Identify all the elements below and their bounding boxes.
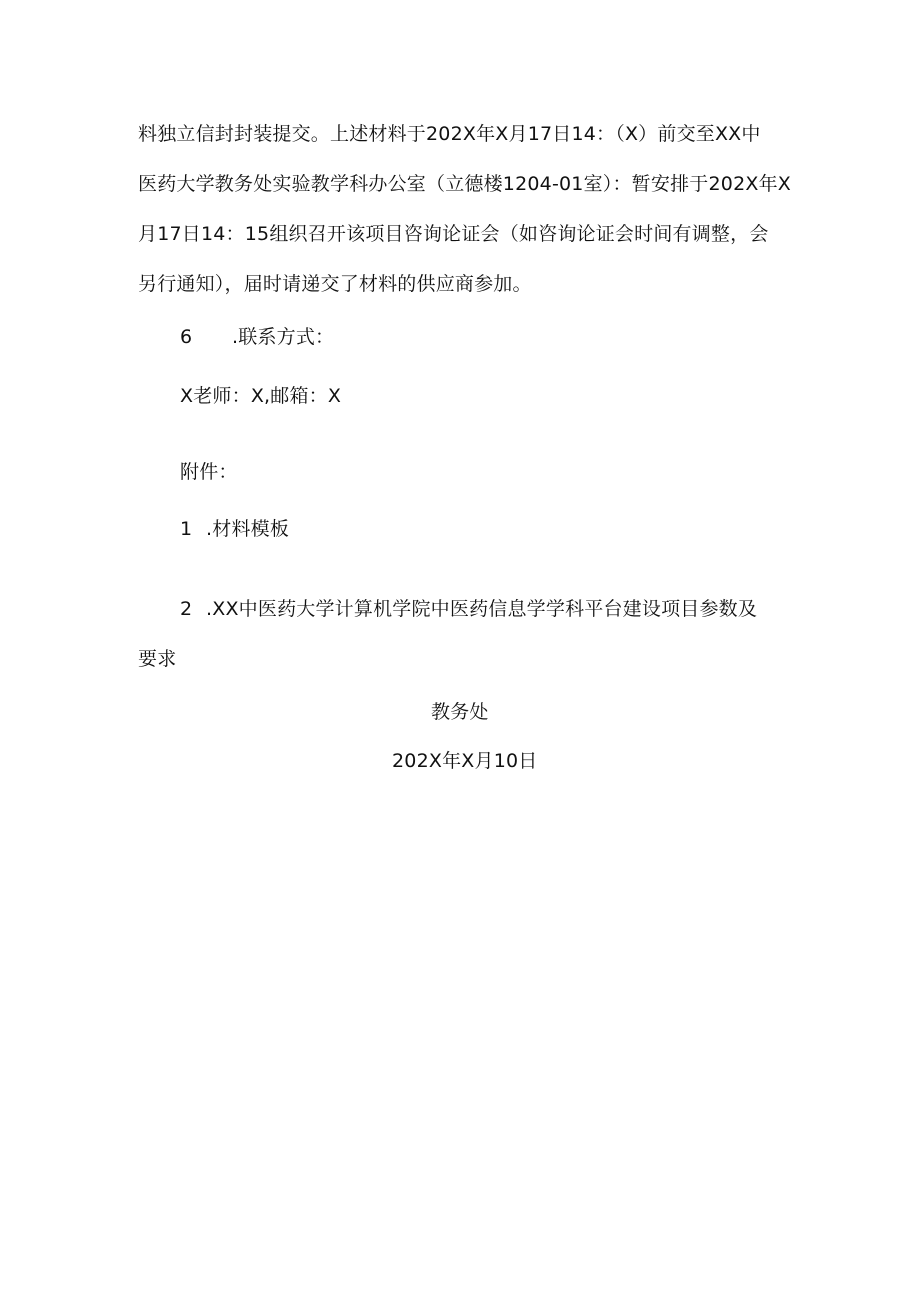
attachments-title: 附件： (180, 461, 238, 483)
paragraph-line-4: 另行通知），届时请递交了材料的供应商参加。 (138, 273, 532, 295)
signature-date: 202X年X月10日 (392, 750, 538, 772)
paragraph-line-3: 月17日14：15组织召开该项目咨询论证会（如咨询论证会时间有调整，会 (138, 223, 769, 245)
attachment-item-2-continuation: 要求 (138, 648, 177, 670)
signature-department: 教务处 (431, 701, 489, 723)
contact-section-label: .联系方式： (232, 326, 335, 348)
paragraph-line-1: 料独立信封封装提交。上述材料于202X年X月17日14：（X）前交至XX中 (138, 123, 761, 145)
contact-section-number: 6 (180, 326, 193, 348)
attachment-item-2-number: 2 (180, 598, 193, 620)
contact-details: X老师：X,邮箱：X (180, 385, 342, 407)
paragraph-line-2: 医药大学教务处实验教学科办公室（立德楼1204-01室）：暂安排于202X年X (138, 173, 791, 195)
attachment-item-1-number: 1 (180, 518, 193, 540)
attachment-item-1-text: .材料模板 (206, 518, 290, 540)
attachment-item-2-text: .XX中医药大学计算机学院中医药信息学学科平台建设项目参数及 (206, 598, 758, 620)
